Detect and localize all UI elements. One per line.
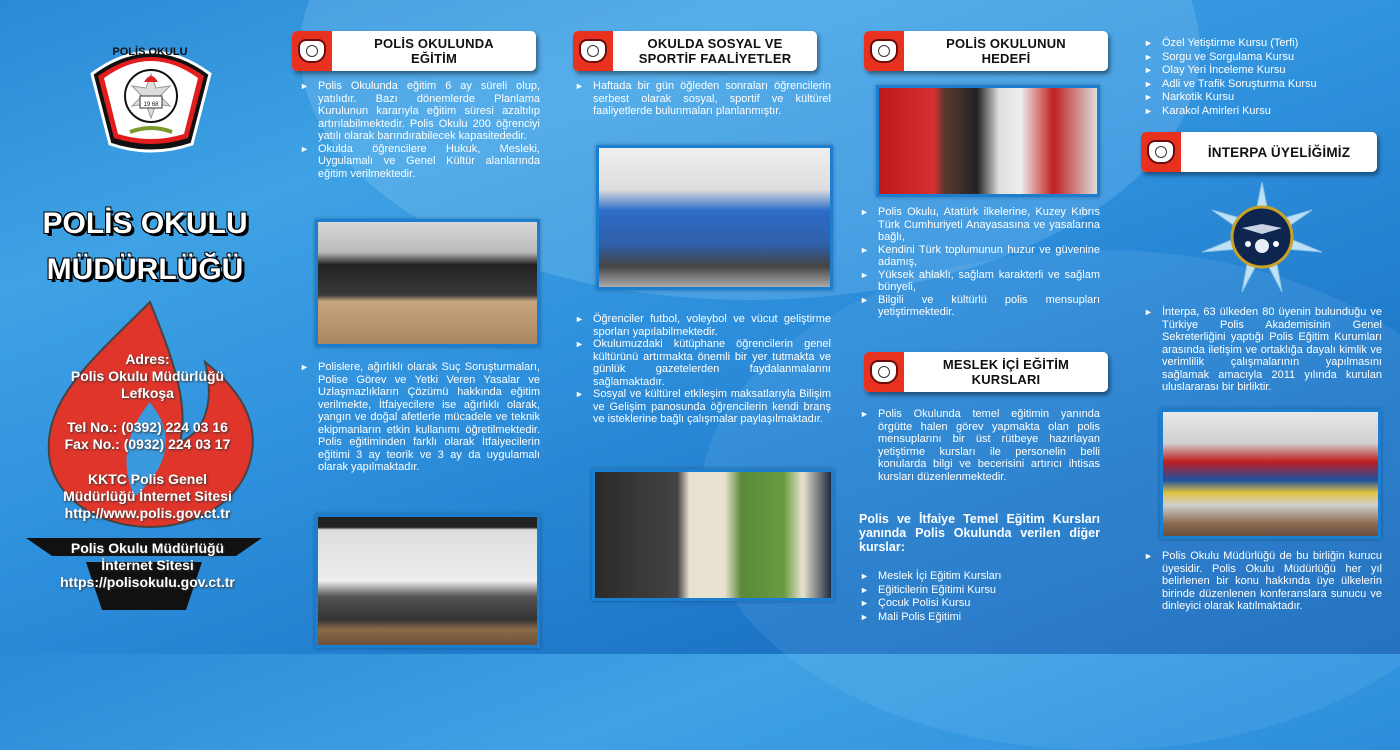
badge-icon (1141, 132, 1181, 172)
cover-title-line2: MÜDÜRLÜĞÜ (46, 253, 244, 286)
address-line1: Polis Okulu Müdürlüğü (70, 368, 225, 384)
bullet-item: ► Haftada bir gün öğleden sonraları öğrencilerin serbest olarak sosyal, sportif ve kültürel faaliyetlerde bulunmaları planlanmıştır. (575, 80, 831, 118)
header-line1: MESLEK İÇİ EĞİTİM (942, 357, 1070, 372)
course-item: ► Meslek İçi Eğitim Kursları (860, 570, 1100, 584)
bullet-item: ► Polis Okulunda temel eğitimin yanında örgütte halen görev yapmakta olan polis mensuplarını bir üst rütbeye hazırlayan yetiştirme kursları ile personelin belli konularda bilgi ve becerisini artırıcı ihtisas kursları düzenlenmektedir. (860, 408, 1100, 483)
bullet-item: ► Okulda öğrencilere Hukuk, Mesleki, Uygulamalı ve Genel Kültür alanlarında eğitim verilmektedir. (300, 143, 540, 181)
goals-bullets (860, 206, 1100, 319)
bullet-item: ► İnterpa, 63 ülkeden 80 üyenin bulunduğu ve Türkiye Polis Akademisinin Genel Sekreterliğini yaptığı Polis Eğitim Kurumları arasında iletişim ve ortaklığa dayalı kimlik ve verimlilik çalışmalarının yapılmasını sağlamak amacıyla 2011 yılında kurulan uluslararası bir birliktir. (1144, 306, 1382, 394)
bulletin-board-photo (592, 469, 834, 601)
bullet-item: ► Polis Okulu, Atatürk ilkelerine, Kuzey Kıbrıs Türk Cumhuriyeti Anayasasına ve yasalarına bağlı, (860, 206, 1100, 244)
ataturk-flags-photo (876, 85, 1100, 197)
classroom-photo (315, 219, 540, 347)
course-item: ► Özel Yetiştirme Kursu (Terfi) (1144, 37, 1384, 51)
course-item: ► Karakol Amirleri Kursu (1144, 105, 1384, 119)
kktc-url[interactable]: http://www.polis.gov.ct.tr (64, 505, 231, 521)
header-line2: KURSLARI (971, 372, 1041, 387)
interpa-bullets-2 (1144, 550, 1382, 613)
address-line2: Lefkoşa (121, 385, 174, 401)
bullet-item: ► Kendini Türk toplumunun huzur ve güvenine adamış, (860, 244, 1100, 269)
section-header-social (573, 31, 817, 71)
course-item: ► Mali Polis Eğitimi (860, 611, 1100, 625)
interpa-panel (1130, 0, 1400, 654)
header-line1: OKULDA SOSYAL VE (647, 36, 783, 51)
courses-heading: Polis ve İtfaiye Temel Eğitim Kursları yanında Polis Okulunda verilen diğer kurslar: (859, 512, 1100, 554)
interpa-bullets (1144, 306, 1382, 394)
header-line1: POLİS OKULUNUN (946, 36, 1066, 51)
header-line1: POLİS OKULUNDA (374, 36, 494, 51)
education-panel (290, 0, 565, 654)
bullet-item: ► Yüksek ahlaklı, sağlam karakterli ve sağlam bünyeli, (860, 269, 1100, 294)
school-site-line2: İnternet Sitesi (101, 557, 194, 573)
section-header-in-service (864, 352, 1108, 392)
fax-number: Fax No.: (0932) 224 03 17 (64, 436, 231, 452)
bullet-item: ► Okulumuzdaki kütüphane öğrencilerin genel kültürünü artırmakta önemli bir yer tutmakta ve günlük gazetelerden faydalanmalarını sağlamaktadır. (575, 338, 831, 388)
social-activities-panel (565, 0, 850, 654)
badge-icon (864, 352, 904, 392)
badge-icon (292, 31, 332, 71)
school-site-url[interactable]: https://polisokulu.gov.ct.tr (60, 574, 235, 590)
cover-title-line1: POLİS OKULU (42, 207, 248, 240)
courses-list (860, 570, 1100, 624)
svg-text:19 68: 19 68 (143, 102, 159, 108)
bullet-item: ► Sosyal ve kültürel etkileşim maksatlarıyla Bilişim ve Gelişim panosunda öğrencilerin kendi branş ve isteklerine bağlı çalışmalar paylaşılmaktadır. (575, 388, 831, 426)
course-item: ► Eğiticilerin Eğitimi Kursu (860, 584, 1100, 598)
badge-icon (573, 31, 613, 71)
bullet-item: ► Polislere, ağırlıklı olarak Suç Soruşturmaları, Polise Görev ve Yetki Veren Yasalar ve Uzlaşmazlıkların Çözümü hakkında eğitim verilmekte, İtfaiyecilere ise ağırlıklı olarak, yangın ve doğal afetlerle mücadele ve teknik ekipmanların etkin kullanımı öğretilmektedir. Polis eğitiminden farklı olarak İtfaiyecilerin eğitimi 3 ay teorik ve 3 ay da uygulamalı olarak yapılmaktadır. (300, 361, 540, 474)
goals-panel (850, 0, 1130, 654)
section-header-goals (864, 31, 1108, 71)
section-header-interpa (1141, 132, 1377, 172)
course-item: ► Narkotik Kursu (1144, 91, 1384, 105)
gym-photo (596, 145, 833, 290)
social-bullets (575, 80, 831, 118)
education-bullets-2 (300, 361, 540, 474)
education-bullets (300, 80, 540, 180)
course-item: ► Çocuk Polisi Kursu (860, 597, 1100, 611)
header-line2: SPORTİF FAALİYETLER (638, 51, 792, 66)
tel-number: Tel No.: (0392) 224 03 16 (67, 419, 228, 435)
flags-photo (1160, 409, 1381, 539)
bullet-item: ► Bilgili ve kültürlü polis mensupları yetiştirmektedir. (860, 294, 1100, 319)
course-item: ► Olay Yeri İnceleme Kursu (1144, 64, 1384, 78)
bullet-item: ► Öğrenciler futbol, voleybol ve vücut geliştirme sporları yapılabilmektedir. (575, 313, 831, 338)
school-site-line1: Polis Okulu Müdürlüğü (70, 540, 225, 556)
logo-text: POLİS OKULU (112, 46, 188, 58)
interpa-emblem (1202, 182, 1322, 292)
course-item: ► Adli ve Trafik Soruşturma Kursu (1144, 78, 1384, 92)
badge-icon (864, 31, 904, 71)
header-line1: İNTERPA ÜYELİĞİMİZ (1207, 144, 1351, 160)
kktc-line1: KKTC Polis Genel (87, 471, 208, 487)
courses-list-continued (1144, 37, 1384, 118)
bullet-item: ► Polis Okulunda eğitim 6 ay süreli olup, yatılıdır. Bazı dönemlerde Planlama Kurulunun kararıyla eğitim süresi azaltılıp artırılabilmektedir. Polis Okulu 200 öğrenciyi yatılı olarak barındırabilecek kapasitededir. (300, 80, 540, 143)
header-line2: EĞİTİM (411, 51, 457, 66)
in-service-bullets (860, 408, 1100, 483)
ceremony-photo (315, 514, 540, 648)
section-header-education (292, 31, 536, 71)
cover-panel (0, 0, 290, 654)
address-label: Adres: (125, 351, 170, 367)
kktc-line2: Müdürlüğü İnternet Sitesi (63, 488, 232, 504)
social-bullets-2 (575, 313, 831, 426)
header-line2: HEDEFİ (981, 51, 1031, 66)
bullet-item: ► Polis Okulu Müdürlüğü de bu birliğin kurucu üyesidir. Polis Okulu Müdürlüğü her yıl belirlenen bir konu hakkında üye ülkelerin birinde düzenlenen konferanslara sunucu ve dinleyici olarak katılmaktadır. (1144, 550, 1382, 613)
course-item: ► Sorgu ve Sorgulama Kursu (1144, 51, 1384, 65)
